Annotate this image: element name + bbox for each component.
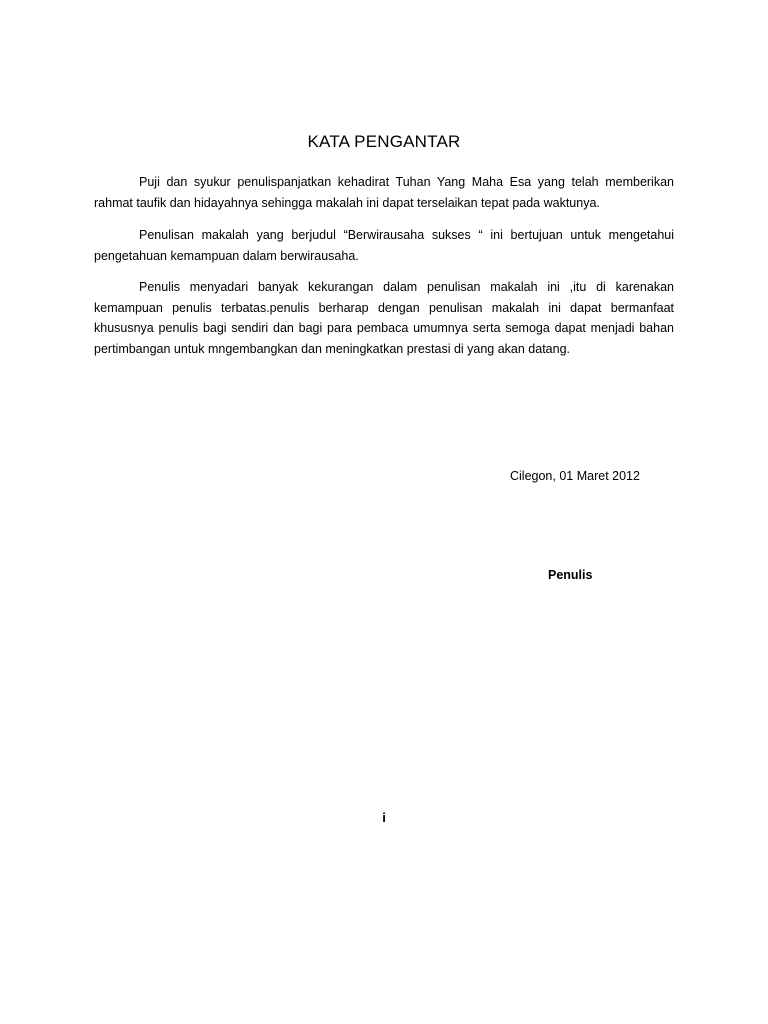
place-date: Cilegon, 01 Maret 2012 xyxy=(510,469,640,483)
paragraph-1: Puji dan syukur penulispanjatkan kehadirat Tuhan Yang Maha Esa yang telah memberikan rahmat taufik dan hidayahnya sehingga makalah ini dapat terselaikan tepat pada waktunya. xyxy=(94,175,674,210)
paragraph-2: Penulisan makalah yang berjudul “Berwirausaha sukses “ ini bertujuan untuk mengetahui pengetahuan kemampuan dalam berwirausaha. xyxy=(94,228,674,263)
paragraph-1-block xyxy=(94,172,674,224)
page-number: i xyxy=(382,810,386,825)
paragraph-2-block xyxy=(94,225,674,277)
signer-name: Penulis xyxy=(548,568,593,582)
paragraph-3-block xyxy=(94,277,674,370)
paragraph-3: Penulis menyadari banyak kekurangan dalam penulisan makalah ini ,itu di karenakan kemampuan penulis terbatas.penulis berharap dengan penulisan makalah ini dapat bermanfaat khususnya penulis bagi sendiri dan bagi para pembaca umumnya serta semoga dapat menjadi bahan pertimbangan untuk mngembangkan dan meningkatkan prestasi di yang akan datang. xyxy=(94,280,674,356)
page-title: KATA PENGANTAR xyxy=(307,132,461,151)
